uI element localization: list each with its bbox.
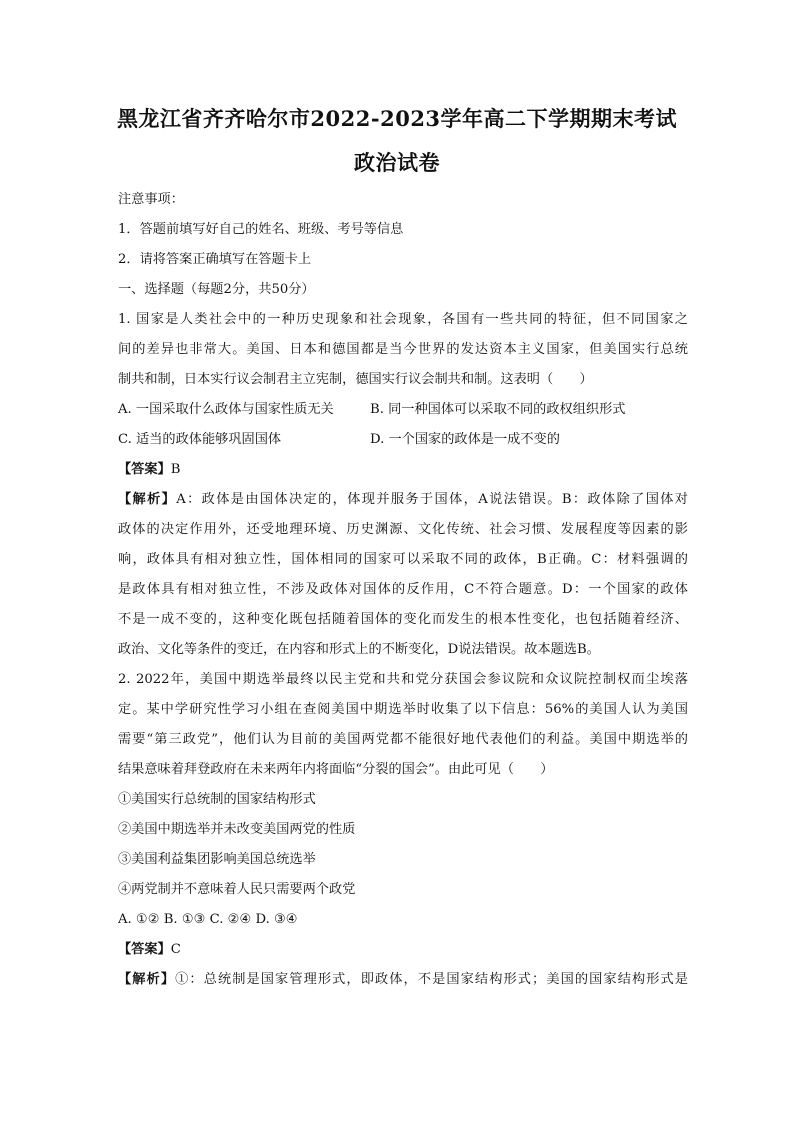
analysis-label: 【解析】: [118, 972, 176, 987]
question-2: [118, 665, 688, 995]
notice-heading: 注意事项：: [118, 192, 184, 207]
question-stem-line: 需要“第三政党”，他们认为目前的美国两党都不能很好地代表他们的利益。美国中期选举的: [118, 732, 688, 747]
option-row: [118, 395, 688, 425]
question-stem-line: 制共和制，日本实行议会制君主立宪制，德国实行议会制共和制。这表明（ ）: [118, 372, 593, 387]
notice-item: 1．答题前填写好自己的姓名、班级、考号等信息: [118, 222, 404, 237]
option-d: D. 一个国家的政体是一成不变的: [370, 432, 560, 447]
analysis-line: 响，政体具有相对独立性，国体相同的国家可以采取不同的政体，B正确。C：材料强调的: [118, 552, 688, 567]
statement: ①美国实行总统制的国家结构形式: [118, 792, 316, 807]
answer-label: 【答案】: [118, 942, 171, 957]
statement: ②美国中期选举并未改变美国两党的性质: [118, 822, 356, 837]
option-c: C. 适当的政体能够巩固国体: [118, 432, 282, 447]
exam-subtitle: 政治试卷: [354, 150, 440, 175]
question-1: [118, 305, 688, 665]
option-b: B. 同一种国体可以采取不同的政权组织形式: [370, 402, 626, 417]
question-stem-line: 间的差异也非常大。美国、日本和德国都是当今世界的发达资本主义国家，但美国实行总统: [118, 342, 688, 357]
answer-value: B: [170, 462, 181, 477]
answer: [118, 455, 688, 485]
answer-value: C: [170, 942, 181, 957]
analysis-text: ①：总统制是国家管理形式，即政体，不是国家结构形式；美国的国家结构形式是: [175, 972, 688, 987]
section-heading: 一、选择题（每题2分，共50分）: [118, 282, 315, 297]
analysis-line: 是政体具有相对独立性，不涉及政体对国体的反作用，C不符合题意。D：一个国家的政体: [118, 582, 688, 597]
exam-content: [118, 185, 688, 995]
question-stem-line: 结果意味着拜登政府在未来两年内将面临“分裂的国会”。由此可见（ ）: [118, 762, 554, 777]
analysis-label: 【解析】: [118, 492, 177, 507]
statement: ③美国利益集团影响美国总统选举: [118, 852, 316, 867]
notice-item: 2．请将答案正确填写在答题卡上: [118, 252, 312, 267]
option-a: A. 一国采取什么政体与国家性质无关: [118, 402, 334, 417]
exam-title: 黑龙江省齐齐哈尔市2022-2023学年高二下学期期末考试: [116, 106, 678, 131]
question-stem-line: 定。某中学研究性学习小组在查阅美国中期选举时收集了以下信息：56%的美国人认为美国: [118, 702, 688, 717]
analysis-line: [118, 485, 688, 515]
options-line: A. ①② B. ①③ C. ②④ D. ③④: [118, 912, 298, 927]
answer-label: 【答案】: [118, 462, 171, 477]
question-stem-line: 2. 2022年，美国中期选举最终以民主党和共和党分获国会参议院和众议院控制权而尘埃落: [118, 672, 688, 687]
option-row: [118, 425, 688, 455]
analysis-line: 不是一成不变的，这种变化既包括随着国体的变化而发生的根本性变化，也包括随着经济、: [118, 612, 688, 627]
statement: ④两党制并不意味着人民只需要两个政党: [118, 882, 356, 897]
analysis-line: 政体的决定作用外，还受地理环境、历史渊源、文化传统、社会习惯、发展程度等因素的影: [118, 522, 688, 537]
analysis-line: 政治、文化等条件的变迁，在内容和形式上的不断变化，D说法错误。故本题选B。: [118, 642, 600, 657]
analysis-line: [118, 965, 688, 995]
answer: [118, 935, 688, 965]
analysis-text: A：政体是由国体决定的，体现并服务于国体，A说法错误。B：政体除了国体对: [176, 492, 688, 507]
question-stem-line: 1. 国家是人类社会中的一种历史现象和社会现象，各国有一些共同的特征，但不同国家之: [118, 312, 688, 327]
